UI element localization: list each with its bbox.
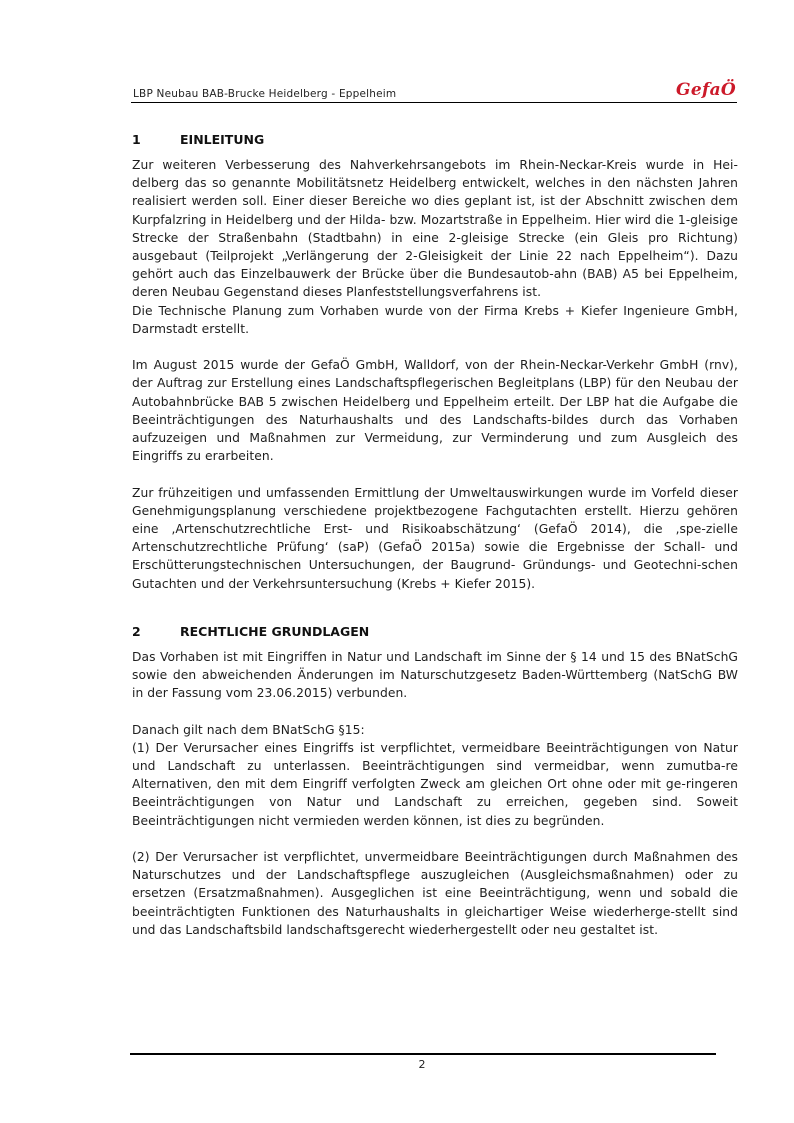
paragraph: Im August 2015 wurde der GefaÖ GmbH, Walldorf, von der Rhein-Neckar-Verkehr GmbH (rnv), der Auftrag zur Erstellung eines Landschaftspflegerischen Begleitplans (LBP) für den Neubau der Autobahnbrücke BAB 5 zwischen Heidelberg und Eppelheim erteilt. Der LBP hat die Aufgabe die Beeinträchtigungen des Naturhaushalts und des Landschafts-bildes durch das Vorhaben aufzuzeigen und Maßnahmen zur Vermeidung, zur Verminderung und zum Ausgleich des Eingriffs zu erarbeiten.: [132, 358, 738, 464]
page-header: [131, 76, 737, 103]
section-number: 2: [132, 623, 141, 639]
section-heading-einleitung: [132, 131, 738, 149]
paragraph: (2) Der Verursacher ist verpflichtet, unvermeidbare Beeinträchtigungen durch Maßnahmen des Naturschutzes und der Landschaftspflege auszugleichen (Ausgleichsmaßnahmen) oder zu ersetzen (Ersatzmaßnahmen). Ausgeglichen ist eine Beeinträchtigung, wenn und sobald die beeinträchtigten Funktionen des Naturhaushalts in gleichartiger Weise wiederherge-stellt sind und das Landschaftsbild landschaftsgerecht wiederhergestellt oder neu gestaltet ist.: [132, 850, 738, 937]
paragraph: (1) Der Verursacher eines Eingriffs ist verpflichtet, vermeidbare Beeinträchtigungen von Natur und Landschaft zu unterlassen. Beeinträchtigungen sind vermeidbar, wenn zumutba-re Alternativen, den mit dem Eingriff verfolgten Zweck am gleichen Ort ohne oder mit ge-ringeren Beeinträchtigungen von Natur und Landschaft zu erreichen, gegeben sind. Soweit Beeinträchtigungen nicht vermieden werden können, ist dies zu begründen.: [132, 740, 738, 828]
paragraph: Danach gilt nach dem BNatSchG §15:: [132, 722, 365, 737]
paragraph: Die Technische Planung zum Vorhaben wurde von der Firma Krebs + Kiefer Ingenieure GmbH, Darmstadt erstellt.: [132, 303, 738, 336]
document-title: LBP Neubau BAB-Brucke Heidelberg - Eppelheim: [133, 88, 397, 100]
gefaoe-logo: GefaÖ: [676, 80, 736, 100]
paragraph: Zur weiteren Verbesserung des Nahverkehrsangebots im Rhein-Neckar-Kreis wurde in Hei-delberg das so genannte Mobilitätsnetz Heidelberg entwickelt, welches in den nächsten Jahren realisiert werden soll. Einer dieser Bereiche wo dies geplant ist, ist der Abschnitt zwischen dem Kurpfalzring in Heidelberg und der Hilda- bzw. Mozartstraße in Eppelheim. Hier wird die 1-gleisige Strecke der Straßenbahn (Stadtbahn) in eine 2-gleisige Strecke (ein Gleis pro Richtung) ausgebaut (Teilprojekt „Verlängerung der 2-Gleisigkeit der Linie 22 nach Eppelheim“). Dazu gehört auch das Einzelbauwerk der Brücke über die Bundesautob-ahn (BAB) A5 bei Eppelheim, deren Neubau Gegenstand dieses Planfeststellungsverfahrens ist.: [132, 158, 738, 300]
section-title: RECHTLICHE GRUNDLAGEN: [180, 623, 370, 639]
paragraph: Das Vorhaben ist mit Eingriffen in Natur und Landschaft im Sinne der § 14 und 15 des BNatSchG sowie den abweichenden Änderungen im Naturschutzgesetz Baden-Württemberg (NatSchG BW in der Fassung vom 23.06.2015) verbunden.: [132, 649, 738, 701]
section-title: EINLEITUNG: [180, 132, 265, 147]
paragraph: Zur frühzeitigen und umfassenden Ermittlung der Umweltauswirkungen wurde im Vorfeld dieser Genehmigungsplanung verschiedene projektbezogene Fachgutachten erstellt. Hierzu gehören eine ‚Artenschutzrechtliche Erst- und Risikoabschätzung‘ (GefaÖ 2014), die ‚spe-zielle Artenschutzrechtliche Prüfung‘ (saP) (GefaÖ 2015a) sowie die Ergebnisse der Schall- und Erschütterungstechnischen Untersuchungen, der Baugrund- Gründungs- und Geotechni-schen Gutachten und der Verkehrsuntersuchung (Krebs + Kiefer 2015).: [132, 485, 738, 591]
section-heading-rechtliche-grundlagen: [132, 623, 738, 641]
document-body: [132, 131, 738, 939]
section-number: 1: [132, 132, 141, 147]
page-number: 2: [418, 1058, 426, 1071]
footer-divider: [130, 1053, 716, 1055]
